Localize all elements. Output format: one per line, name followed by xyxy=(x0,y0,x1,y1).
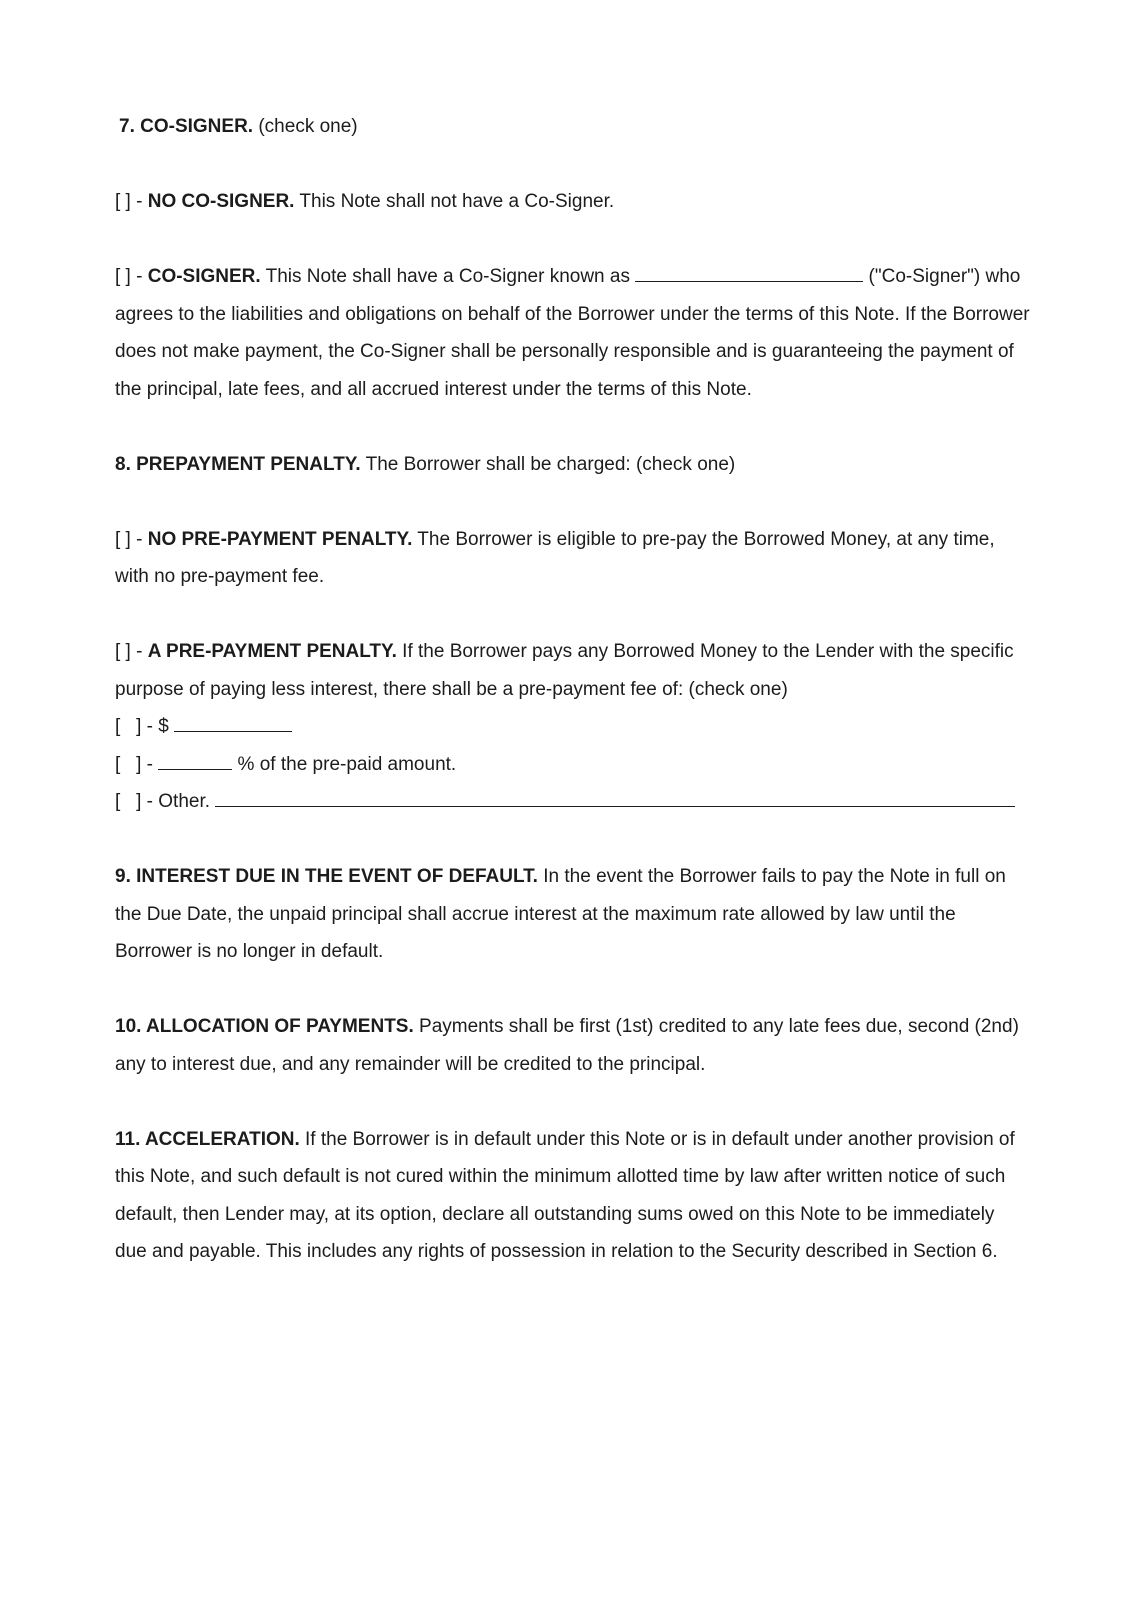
section-9 xyxy=(115,858,1030,971)
fee-other-label[interactable]: [ ] - Other. xyxy=(115,791,216,812)
fee-dollar-option xyxy=(115,708,1030,746)
section-8-text: The Borrower shall be charged: (check one) xyxy=(360,453,736,475)
prepayment-penalty-option xyxy=(115,633,1030,708)
section-11 xyxy=(115,1121,1030,1271)
cosigner-terms: who agrees to the liabilities and obligations on behalf of the Borrower under the terms of this Note. If the Borrower does not make payment, the Co-Signer shall be personally responsible and is guaranteeing the payment of the principal, late fees, and all accrued interest under the terms of this Note. xyxy=(115,266,1030,400)
fee-amount-blank[interactable] xyxy=(174,710,292,732)
fee-other-blank[interactable] xyxy=(215,785,1015,807)
section-7-heading xyxy=(115,108,1030,146)
fee-percent-option xyxy=(115,746,1030,784)
cosigner-text: This Note shall have a Co-Signer known as xyxy=(260,266,636,287)
section-11-text: If the Borrower is in default under this Note or is in default under another provision of this Note, and such default is not cured within the minimum allotted time by law after written notice of such default, then Lender may, at its option, declare all outstanding sums owed on this Note to be immediately due and payable. This includes any rights of possession in relation to the Security described in Section 6. xyxy=(115,1128,1015,1262)
section-9-title: 9. INTEREST DUE IN THE EVENT OF DEFAULT. xyxy=(115,866,538,887)
section-10 xyxy=(115,1008,1030,1083)
section-10-text: Payments shall be first (1st) credited to any late fees due, second (2nd) any to interest due, and any remainder will be credited to the principal. xyxy=(115,1016,1019,1075)
section-7-note: (check one) xyxy=(253,116,358,137)
cosigner-name-blank[interactable] xyxy=(635,260,863,282)
checkbox-placeholder[interactable]: [ ] - xyxy=(115,191,148,212)
fee-percent-box[interactable]: [ ] - xyxy=(115,753,159,775)
no-prepayment-option xyxy=(115,521,1030,596)
prepayment-penalty-text: If the Borrower pays any Borrowed Money to the Lender with the specific purpose of paying less interest, there shall be a pre-payment fee of: (check one) xyxy=(115,641,1014,700)
fee-other-option xyxy=(115,783,1030,821)
prepayment-penalty-title: A PRE-PAYMENT PENALTY. xyxy=(147,641,397,662)
fee-percent-label: % of the pre-paid amount. xyxy=(232,753,457,775)
fee-percent-blank[interactable] xyxy=(158,748,232,770)
no-cosigner-text: This Note shall not have a Co-Signer. xyxy=(294,191,615,212)
section-9-text: In the event the Borrower fails to pay the Note in full on the Due Date, the unpaid principal shall accrue interest at the maximum rate allowed by law until the Borrower is no longer in default. xyxy=(115,866,1006,962)
section-7-title: 7. CO-SIGNER. xyxy=(119,116,254,137)
section-8-heading xyxy=(115,446,1030,484)
section-8-title: 8. PREPAYMENT PENALTY. xyxy=(115,453,361,475)
checkbox-placeholder[interactable]: [ ] - xyxy=(115,528,148,550)
no-prepayment-text: The Borrower is eligible to pre-pay the Borrowed Money, at any time, with no pre-payment fee. xyxy=(115,528,995,587)
checkbox-placeholder[interactable]: [ ] - xyxy=(115,641,148,662)
no-prepayment-title: NO PRE-PAYMENT PENALTY. xyxy=(147,528,413,550)
section-11-title: 11. ACCELERATION. xyxy=(115,1128,300,1150)
checkbox-placeholder[interactable]: [ ] - xyxy=(115,266,148,287)
no-cosigner-title: NO CO-SIGNER. xyxy=(147,191,295,212)
section-10-title: 10. ALLOCATION OF PAYMENTS. xyxy=(115,1016,414,1037)
cosigner-title: CO-SIGNER. xyxy=(147,266,261,287)
cosigner-option xyxy=(115,258,1030,408)
no-cosigner-option xyxy=(115,183,1030,221)
cosigner-label: ("Co-Signer") xyxy=(863,266,981,287)
fee-dollar-label[interactable]: [ ] - $ xyxy=(115,716,175,737)
document-body xyxy=(115,108,1030,1271)
